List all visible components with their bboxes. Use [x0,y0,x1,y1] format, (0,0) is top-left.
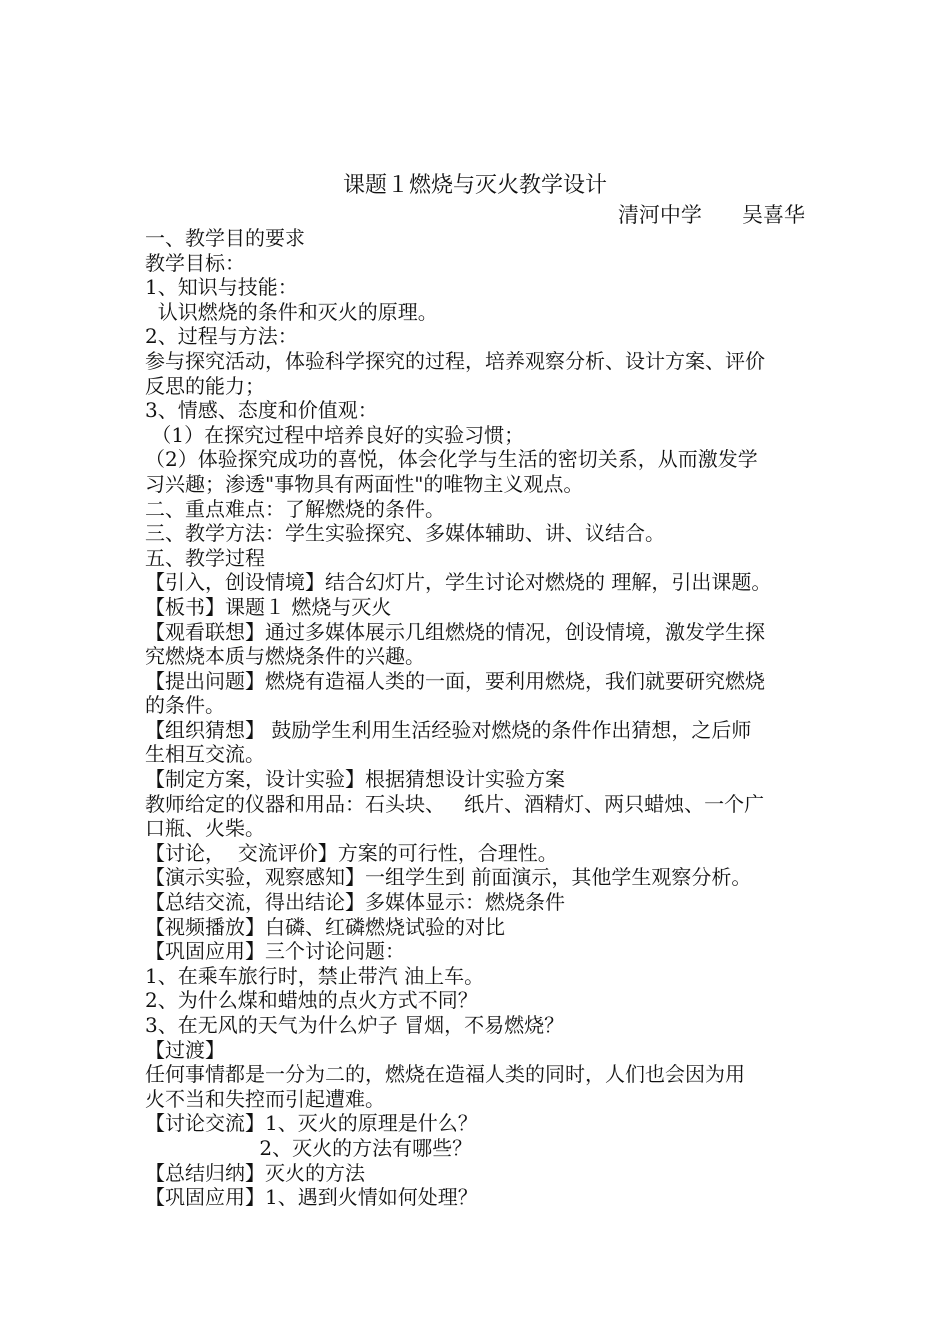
text-line: 【引入，创设情境】结合幻灯片，学生讨论对燃烧的 理解，引出课题。 [145,570,772,595]
text-line: 2、为什么煤和蜡烛的点火方式不同？ [145,988,478,1013]
text-line: 【制定方案，设计实验】根据猜想设计实验方案 [145,767,565,792]
text-line: （1）在探究过程中培养良好的实验习惯； [145,422,525,447]
text-line: 3、在无风的天气为什么炉子 冒烟，不易燃烧？ [145,1013,565,1037]
text-line: 火不当和失控而引起遭难。 [145,1086,385,1111]
text-line: 【提出问题】燃烧有造福人类的一面，要利用燃烧，我们就要研究燃烧 [145,668,765,693]
text-line: 的条件。 [145,693,225,718]
document-title: 课题１燃烧与灭火教学设计 [342,173,607,198]
text-line: 三、教学方法：学生实验探究、多媒体辅助、讲、议结合。 [145,521,665,546]
text-line: 一、教学目的要求 [145,226,305,250]
document-body [145,226,810,1210]
text-line: 【总结交流，得出结论】多媒体显示：燃烧条件 [145,890,565,915]
text-line: 习兴趣；渗透"事物具有两面性"的唯物主义观点。 [145,471,584,496]
text-line: 生相互交流。 [145,742,265,767]
text-line: 3、情感、态度和价值观： [145,398,378,423]
text-line: 口瓶、火柴。 [145,816,265,841]
text-line: 认识燃烧的条件和灭火的原理。 [145,299,438,324]
text-line: 【板书】课题１ 燃烧与灭火 [145,594,392,619]
document-author: 清河中学 吴喜华 [617,203,805,227]
text-line: 1、在乘车旅行时，禁止带汽 油上车。 [145,963,485,988]
text-line: 【巩固应用】三个讨论问题： [145,939,405,964]
text-line: 【总结归纳】灭火的方法 [145,1160,365,1185]
text-line: 【讨论， 交流评价】方案的可行性，合理性。 [145,840,558,865]
text-line: 二、重点难点：了解燃烧的条件。 [145,496,445,521]
text-line: 【组织猜想】 鼓励学生利用生活经验对燃烧的条件作出猜想，之后师 [145,717,752,742]
text-line: 反思的能力； [145,373,265,398]
text-line: 1、知识与技能： [145,275,298,300]
text-line: 任何事情都是一分为二的，燃烧在造福人类的同时，人们也会因为用 [145,1062,745,1087]
text-line: 教师给定的仪器和用品：石头块、 纸片、酒精灯、两只蜡烛、一个广 [145,791,765,816]
text-line: 【观看联想】通过多媒体展示几组燃烧的情况，创设情境，激发学生探 [145,619,765,644]
text-line: 【过渡】 [145,1037,225,1062]
text-line: 究燃烧本质与燃烧条件的兴趣。 [145,644,425,669]
text-line: 2、过程与方法： [145,324,298,349]
text-line: 【讨论交流】1、灭火的原理是什么？ [145,1111,478,1136]
text-line: 五、教学过程 [145,545,265,570]
text-line: （2）体验探究成功的喜悦，体会化学与生活的密切关系，从而激发学 [145,447,758,472]
text-line: 【巩固应用】1、遇到火情如何处理？ [145,1185,478,1210]
text-line: 【演示实验，观察感知】一组学生到 前面演示，其他学生观察分析。 [145,865,752,890]
text-line: 【视频播放】白磷、红磷燃烧试验的对比 [145,914,505,939]
text-line: 参与探究活动，体验科学探究的过程，培养观察分析、设计方案、评价 [145,348,765,373]
text-line: 2、灭火的方法有哪些？ [145,1135,473,1160]
text-line: 教学目标： [145,250,245,275]
